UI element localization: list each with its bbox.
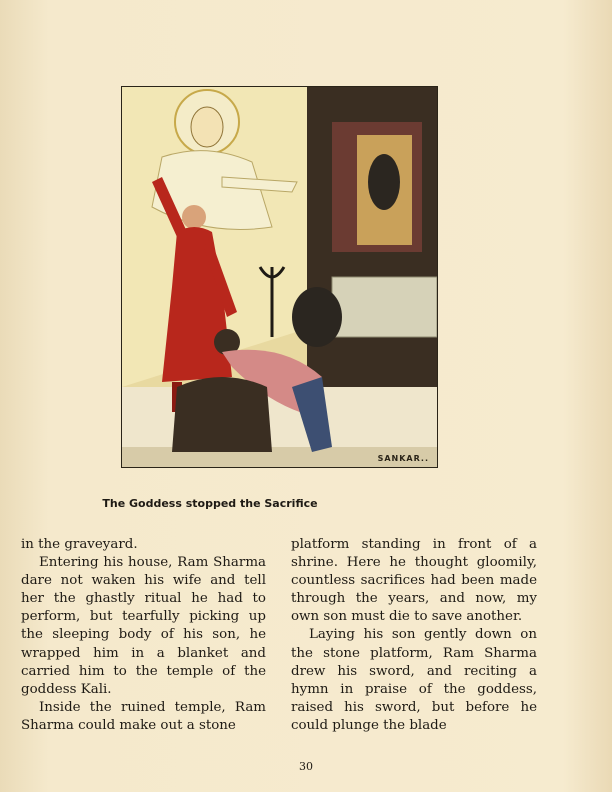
page-number: 30 bbox=[299, 760, 313, 773]
illustration-caption: The Goddess stopped the Sacrifice bbox=[102, 497, 318, 510]
paragraph: Inside the ruined temple, Ram Sharma could make out a stone bbox=[21, 699, 266, 733]
paragraph: in the graveyard. bbox=[21, 537, 138, 552]
paragraph: platform standing in front of a shrine. Here he thought gloomily, countless sacrifices had been made through the years, and now, my own son must die to save another. bbox=[291, 537, 537, 625]
sacrifice-illustration bbox=[121, 86, 438, 468]
left-text-column bbox=[21, 536, 266, 735]
paragraph: Entering his house, Ram Sharma dare not waken his wife and tell her the ghastly ritual he had to perform, but tearfully picking up the sleeping body of his son, he wrapped him in a blanket and carried him to the temple of the goddess Kali. bbox=[21, 555, 266, 697]
illustration-artwork bbox=[122, 87, 437, 467]
right-text-column bbox=[291, 536, 537, 735]
artist-signature: SANKAR.. bbox=[377, 454, 429, 463]
paragraph: Laying his son gently down on the stone platform, Ram Sharma drew his sword, and reciting a hymn in praise of the goddess, raised his sword, but before he could plunge the blade bbox=[291, 627, 537, 733]
